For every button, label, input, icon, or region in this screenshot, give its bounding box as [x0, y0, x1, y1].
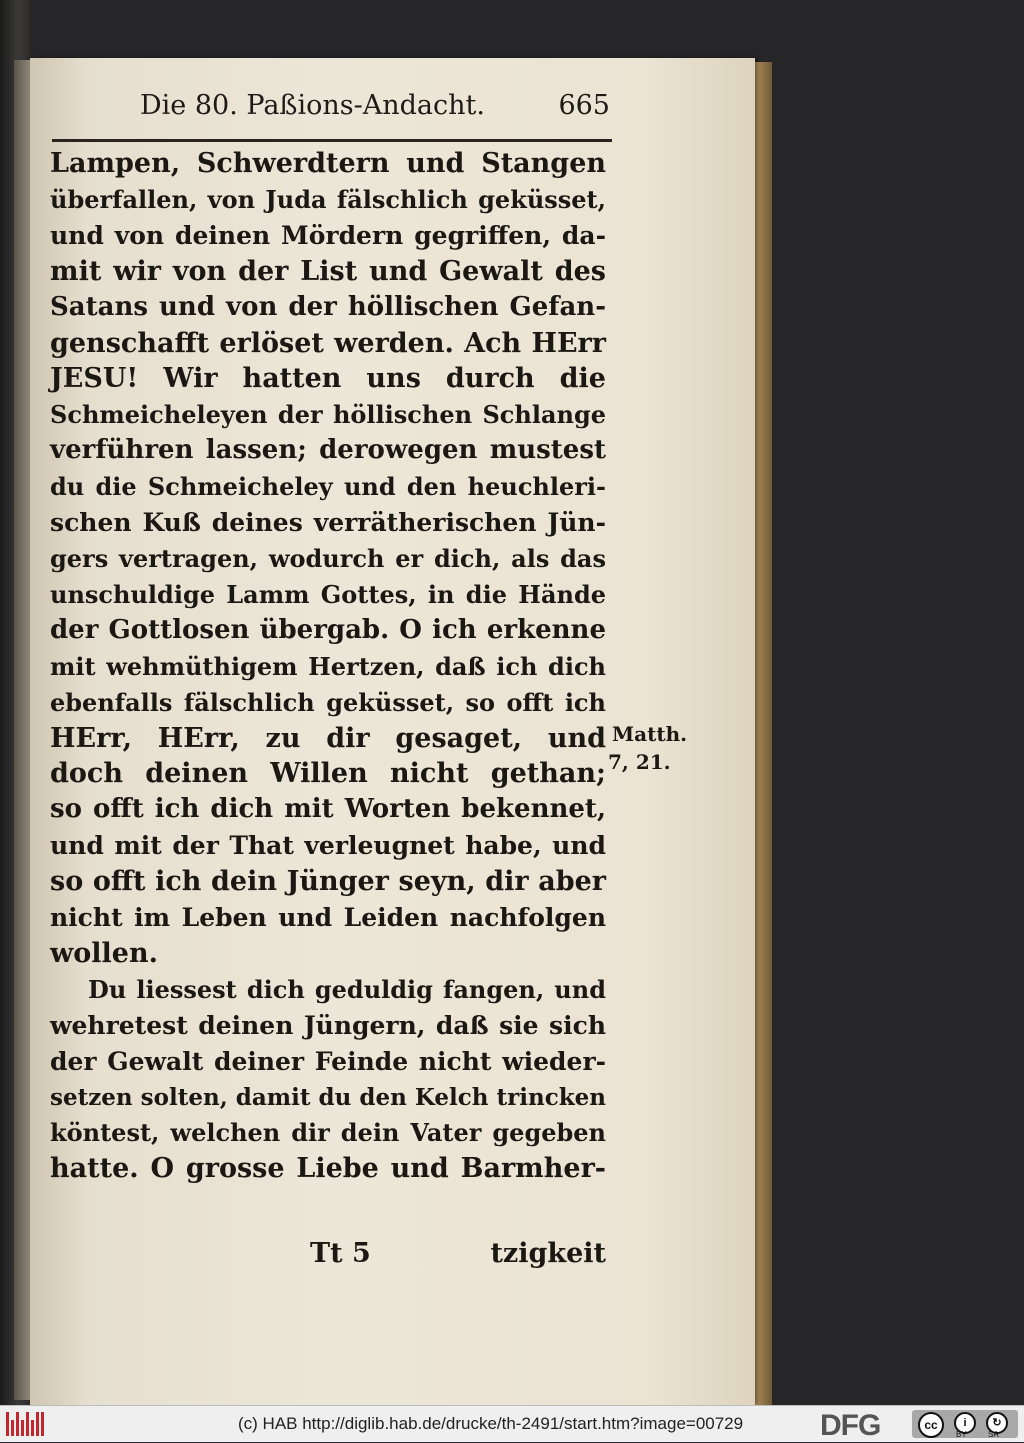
text-line: setzen solten, damit du den Kelch trincken: [50, 1083, 606, 1111]
margin-note-line-2: 7, 21.: [608, 750, 671, 774]
by-attribution-icon: i: [954, 1412, 976, 1434]
dfg-logo[interactable]: DFG: [820, 1409, 881, 1442]
text-line: der Gottlosen übergab. O ich erkenne: [50, 614, 606, 645]
text-line: und von deinen Mördern gegriffen, da-: [50, 220, 606, 250]
viewer-footer-bar: [0, 1405, 1024, 1442]
text-line: wollen.: [50, 937, 158, 969]
text-line: du die Schmeicheley und den heuchleri-: [50, 472, 606, 502]
text-line: schen Kuß deines verrätherischen Jün-: [50, 508, 606, 538]
text-line: der Gewalt deiner Feinde nicht wieder-: [50, 1046, 606, 1076]
hab-logo-icon[interactable]: [6, 1412, 46, 1436]
running-head: [140, 90, 610, 130]
text-line: Satans und von der höllischen Gefan-: [50, 291, 606, 322]
text-line: JESU! Wir hatten uns durch die: [50, 363, 606, 395]
text-line: so offt ich dein Jünger seyn, dir aber: [50, 866, 606, 898]
text-line: Du liessest dich geduldig fangen, und: [88, 974, 606, 1004]
margin-note-line-1: Matth.: [612, 722, 688, 746]
text-line: hatte. O grosse Liebe und Barmher-: [50, 1153, 606, 1185]
cc-license-badge[interactable]: [912, 1410, 1018, 1438]
text-line: köntest, welchen dir dein Vater gegeben: [50, 1118, 606, 1148]
text-line: so offt ich dich mit Worten bekennet,: [50, 794, 606, 825]
page-number: 665: [558, 90, 610, 121]
text-line: doch deinen Willen nicht gethan;: [50, 758, 606, 790]
text-line: Schmeicheleyen der höllischen Schlange: [50, 400, 606, 430]
text-line: unschuldige Lamm Gottes, in die Hände: [50, 579, 606, 609]
body-text: [50, 146, 606, 1187]
running-head-title: Die 80. Paßions-Andacht.: [140, 90, 485, 121]
text-line: Lampen, Schwerdtern und Stangen: [50, 148, 606, 179]
sa-label: SA: [988, 1430, 999, 1439]
text-line: überfallen, von Juda fälschlich geküsset,: [50, 184, 606, 214]
text-line: HErr, HErr, zu dir gesaget, und: [50, 722, 606, 754]
credit-link[interactable]: (c) HAB http://diglib.hab.de/drucke/th-2491/start.htm?image=00729: [238, 1414, 744, 1433]
text-line: nicht im Leben und Leiden nachfolgen: [50, 903, 606, 933]
header-rule: [52, 139, 612, 142]
cc-icon: cc: [918, 1412, 944, 1438]
share-alike-icon: ↻: [986, 1412, 1008, 1434]
right-page-edge: [752, 62, 772, 1405]
text-line: mit wir von der List und Gewalt des: [50, 255, 606, 287]
text-line: ebenfalls fälschlich geküsset, so offt ich: [50, 687, 606, 717]
text-line: wehretest deinen Jüngern, daß sie sich: [50, 1010, 606, 1040]
text-line: und mit der That verleugnet habe, und: [50, 831, 606, 861]
signature-mark: Tt 5: [310, 1238, 371, 1269]
text-line: genschafft erlöset werden. Ach HErr: [50, 327, 606, 359]
catchword: tzigkeit: [490, 1238, 606, 1269]
text-line: gers vertragen, wodurch er dich, als das: [50, 543, 606, 573]
by-label: BY: [956, 1430, 967, 1439]
text-line: mit wehmüthigem Hertzen, daß ich dich: [50, 651, 606, 681]
page-footer: [300, 1238, 606, 1278]
text-line: verführen lassen; derowegen mustest: [50, 435, 606, 466]
